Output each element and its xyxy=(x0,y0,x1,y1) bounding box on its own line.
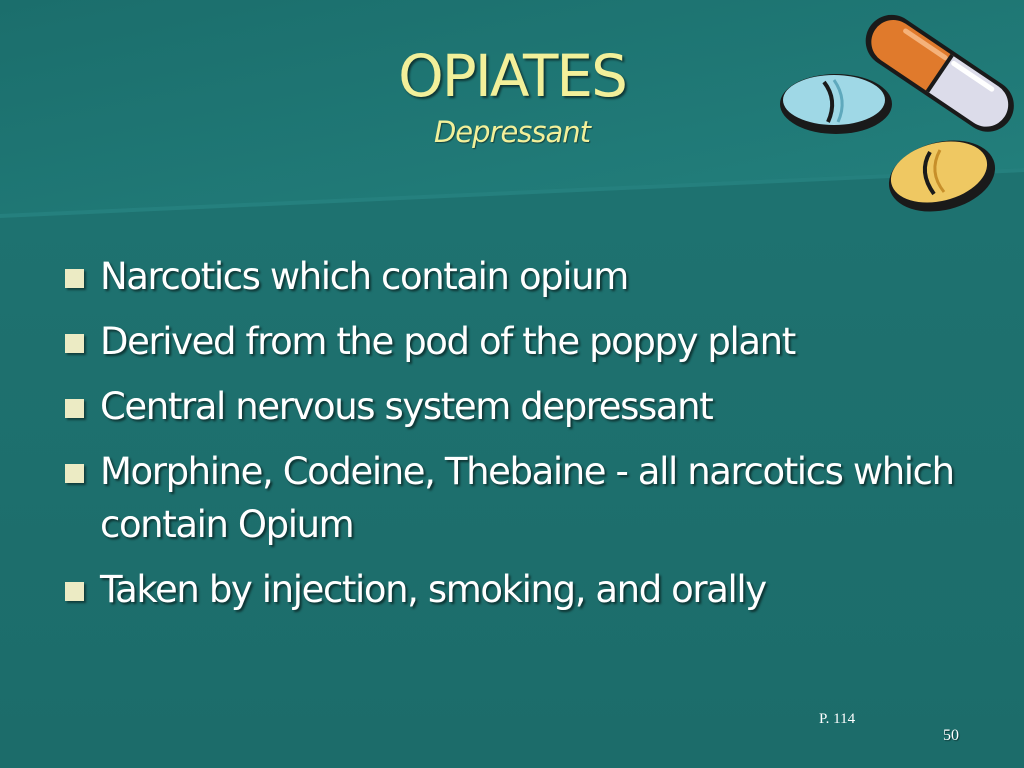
slide-title: OPIATES xyxy=(398,42,626,110)
bullet-text: Taken by injection, smoking, and orally xyxy=(100,568,766,611)
bullet-text: Narcotics which contain opium xyxy=(100,255,628,298)
bullet-text: Central nervous system depressant xyxy=(100,385,713,428)
bullet-list xyxy=(62,250,992,628)
bullet-item xyxy=(62,380,992,433)
bullet-item xyxy=(62,563,992,616)
bullet-square-icon xyxy=(65,334,84,353)
bullet-square-icon xyxy=(65,582,84,601)
slide-number: 50 xyxy=(943,727,959,744)
bullet-square-icon xyxy=(65,464,84,483)
page-reference: P. 114 xyxy=(819,711,856,727)
bullet-square-icon xyxy=(65,399,84,418)
bullet-text: Derived from the pod of the poppy plant xyxy=(100,320,795,363)
bullet-item xyxy=(62,315,992,368)
bullet-text: Morphine, Codeine, Thebaine - all narcotics which contain Opium xyxy=(100,450,954,546)
bullet-square-icon xyxy=(65,269,84,288)
slide-subtitle: Depressant xyxy=(433,115,591,149)
bullet-item xyxy=(62,445,992,551)
pills-icon xyxy=(772,0,1024,225)
bullet-item xyxy=(62,250,992,303)
